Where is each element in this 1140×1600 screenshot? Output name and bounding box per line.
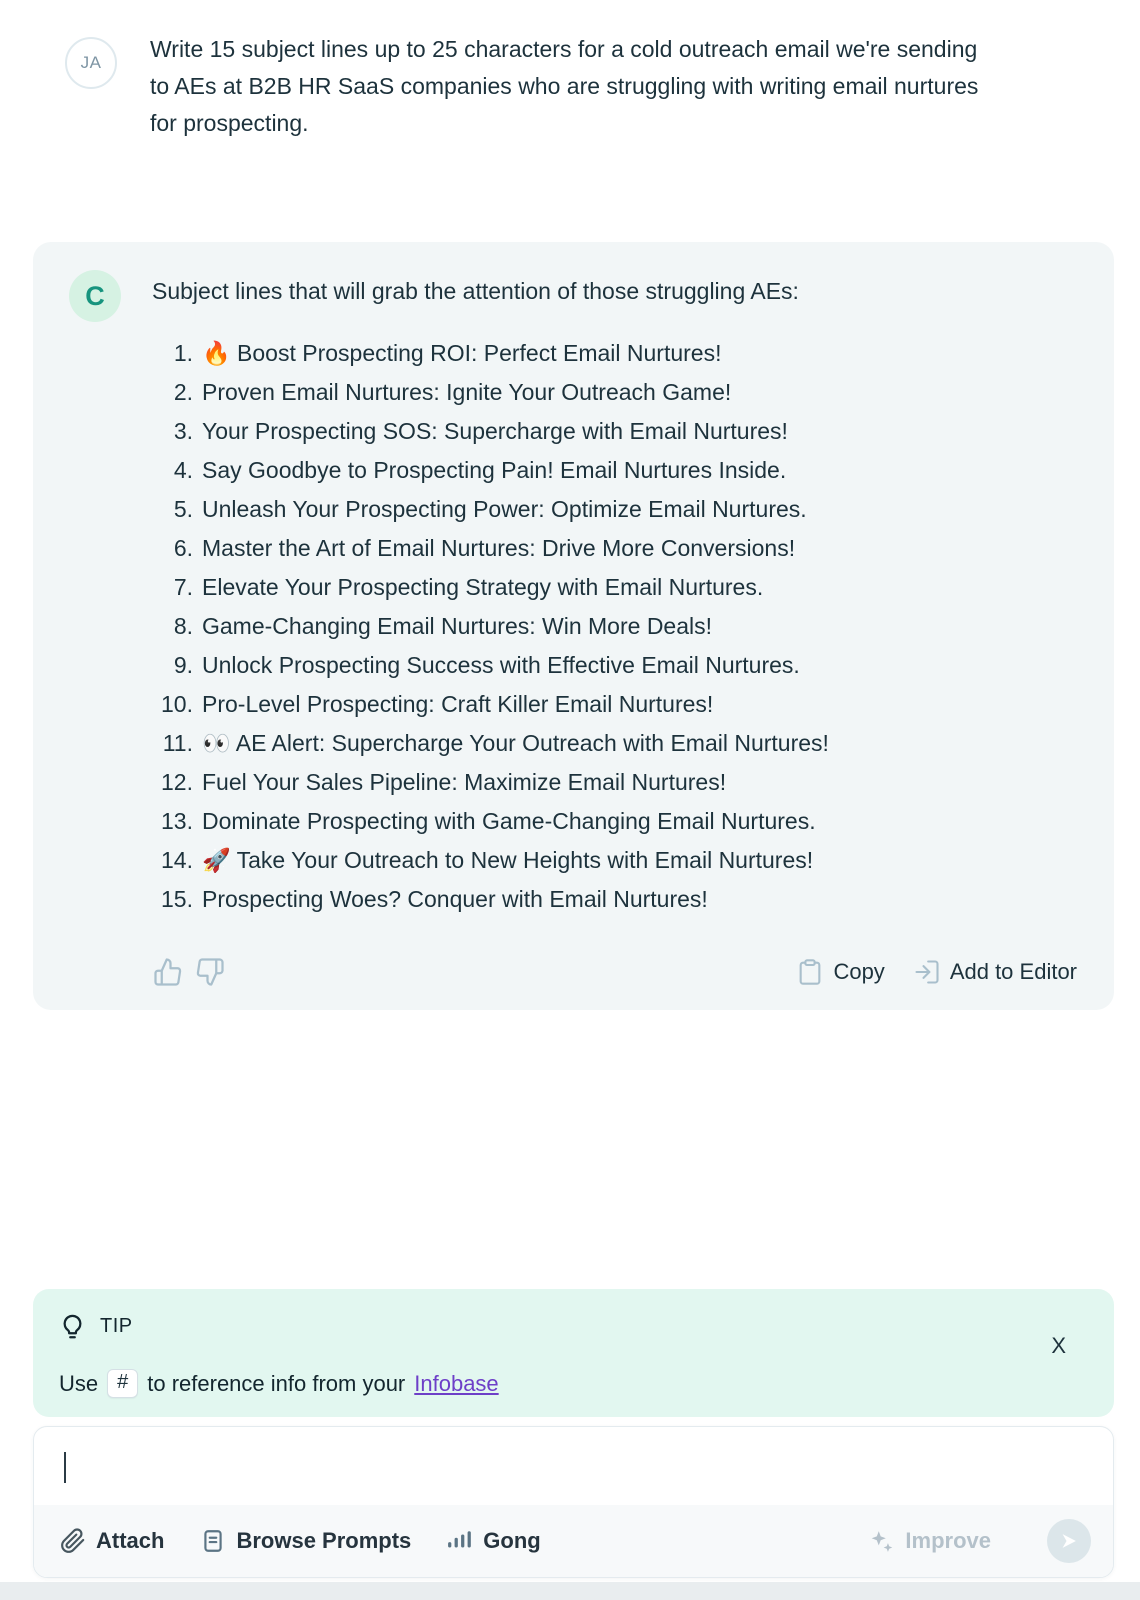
clipboard-icon [796,958,824,986]
subject-line-item: 1. 🔥 Boost Prospecting ROI: Perfect Email Nurtures! [173,340,722,366]
subject-line-item: 5. Unleash Your Prospecting Power: Optimize Email Nurtures. [173,496,807,522]
copy-button[interactable] [796,958,884,986]
tip-text-prefix: Use [59,1370,99,1396]
subject-line-item: 8. Game-Changing Email Nurtures: Win More Deals! [173,613,713,639]
gong-bars-icon [447,1528,473,1554]
gong-button[interactable] [447,1528,540,1554]
subject-line-item: 10. Pro-Level Prospecting: Craft Killer Email Nurtures! [161,691,714,717]
tip-header [59,1313,133,1340]
sparkle-icon [869,1528,895,1554]
response-actions [796,958,1077,986]
send-button[interactable] [1047,1519,1091,1563]
add-to-editor-button[interactable] [913,958,1077,986]
subject-line-item: 13. Dominate Prospecting with Game-Changing Email Nurtures. [161,808,816,834]
subject-line-item: 6. Master the Art of Email Nurtures: Drive More Conversions! [173,535,796,561]
copy-label: Copy [833,959,885,984]
subject-line-item: 2. Proven Email Nurtures: Ignite Your Outreach Game! [173,379,732,405]
thumbs-up-button[interactable] [153,957,183,987]
improve-label: Improve [905,1528,991,1553]
subject-line-item: 14. 🚀 Take Your Outreach to New Heights with Email Nurtures! [161,847,814,873]
message-input[interactable] [34,1427,1113,1507]
subject-lines-list [147,334,829,919]
hash-key-badge: # [107,1369,138,1398]
add-to-editor-label: Add to Editor [949,959,1077,984]
feedback-buttons [153,957,225,987]
tip-close-button[interactable]: X [1051,1333,1066,1358]
paperclip-icon [60,1528,86,1554]
subject-line-item: 9. Unlock Prospecting Success with Effective Email Nurtures. [173,652,800,678]
user-message-text: Write 15 subject lines up to 25 characters for a cold outreach email we're sending to AEs at B2B HR SaaS companies who are struggling with writing email nurtures for prospecting. [150,36,979,136]
gong-label: Gong [483,1528,541,1553]
document-icon [200,1528,226,1554]
page-bottom-edge [0,1582,1140,1600]
subject-line-item: 4. Say Goodbye to Prospecting Pain! Email Nurtures Inside. [173,457,787,483]
attach-label: Attach [96,1528,165,1553]
improve-button[interactable] [869,1528,991,1554]
thumbs-up-icon [153,957,183,987]
assistant-avatar: C [69,270,121,322]
user-avatar: JA [65,37,117,89]
assistant-intro-text: Subject lines that will grab the attention of those struggling AEs: [152,278,799,304]
send-arrow-icon [1058,1530,1080,1552]
tip-label: TIP [100,1315,133,1337]
browse-prompts-label: Browse Prompts [236,1528,412,1553]
tip-text [59,1369,499,1398]
lightbulb-icon [59,1313,86,1340]
browse-prompts-button[interactable] [200,1528,411,1554]
tip-banner [33,1289,1114,1417]
subject-line-item: 11. 👀 AE Alert: Supercharge Your Outreach with Email Nurtures! [162,730,829,756]
text-caret [64,1452,66,1483]
add-to-editor-icon [913,958,941,986]
subject-line-item: 12. Fuel Your Sales Pipeline: Maximize Email Nurtures! [161,769,727,795]
subject-line-item: 15. Prospecting Woes? Conquer with Email Nurtures! [161,886,708,912]
assistant-message-card [33,242,1114,1010]
subject-line-item: 3. Your Prospecting SOS: Supercharge with Email Nurtures! [173,418,788,444]
composer [33,1426,1114,1578]
assistant-actions-row [153,950,1077,994]
infobase-link[interactable]: Infobase [414,1370,499,1396]
thumbs-down-icon [195,957,225,987]
composer-toolbar [34,1505,1113,1577]
subject-line-item: 7. Elevate Your Prospecting Strategy with Email Nurtures. [173,574,764,600]
tip-text-suffix: to reference info from your [147,1370,406,1396]
attach-button[interactable] [60,1528,164,1554]
thumbs-down-button[interactable] [195,957,225,987]
